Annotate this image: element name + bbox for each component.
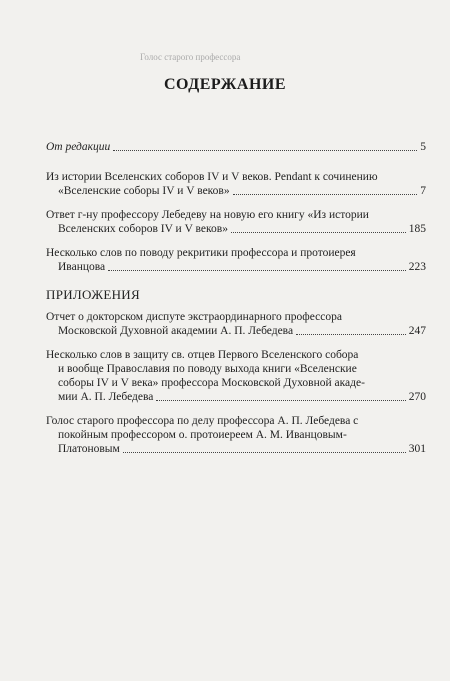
toc-entry-line: и вообще Православия по поводу выхода книги «Вселенские xyxy=(58,363,357,375)
toc-entry-line: Платоновым xyxy=(58,443,120,455)
toc-entry-line: Несколько слов по поводу рекритики профессора и протоиерея xyxy=(46,247,356,259)
toc-entry-line: мии А. П. Лебедева xyxy=(58,391,154,403)
running-header: Голос старого профессора xyxy=(140,52,241,62)
toc-entry-line: Ответ г-ну профессору Лебедеву на новую его книгу «Из истории xyxy=(46,209,369,221)
leader-dots xyxy=(156,400,405,401)
toc-entry-line: Московской Духовной академии А. П. Лебедева xyxy=(58,325,294,337)
toc-entry xyxy=(46,246,426,274)
toc-page-number: 223 xyxy=(408,261,426,273)
toc-entry-line: Несколько слов в защиту св. отцев Первого Вселенского собора xyxy=(46,349,359,361)
toc-entry-title: От редакции xyxy=(46,141,111,153)
toc-entry-line: «Вселенские соборы IV и V веков» xyxy=(58,185,230,197)
leader-dots xyxy=(113,150,417,151)
toc-page-number: 7 xyxy=(420,185,426,197)
toc-page-number: 270 xyxy=(408,391,426,403)
toc-entry xyxy=(46,140,426,154)
toc-entry-line: Голос старого профессора по делу профессора А. П. Лебедева с xyxy=(46,415,359,427)
toc-entry xyxy=(46,414,426,456)
leader-dots xyxy=(231,232,406,233)
table-of-contents xyxy=(46,140,426,466)
toc-page-number: 247 xyxy=(408,325,426,337)
toc-entry-line: Вселенских соборов IV и V веков» xyxy=(58,223,228,235)
page-title: СОДЕРЖАНИЕ xyxy=(163,76,287,93)
toc-entry xyxy=(46,208,426,236)
appendix-heading: ПРИЛОЖЕНИЯ xyxy=(46,287,140,302)
leader-dots xyxy=(296,334,406,335)
leader-dots xyxy=(123,452,406,453)
toc-page-number: 5 xyxy=(420,141,426,153)
toc-page-number: 301 xyxy=(408,443,426,455)
toc-entry-line: Отчет о докторском диспуте экстраординарного профессора xyxy=(46,311,342,323)
toc-entry xyxy=(46,170,426,198)
toc-entry xyxy=(46,310,426,338)
toc-page-number: 185 xyxy=(408,223,426,235)
toc-entry-line: Из истории Вселенских соборов IV и V веков. Pendant к сочинению xyxy=(46,171,378,183)
leader-dots xyxy=(233,194,418,195)
toc-entry xyxy=(46,348,426,404)
toc-entry-line: соборы IV и V века» профессора Московской Духовной акаде- xyxy=(58,377,365,389)
leader-dots xyxy=(108,270,406,271)
toc-entry-line: покойным профессором о. протоиереем А. М. Иванцовым- xyxy=(58,429,347,441)
toc-entry-line: Иванцова xyxy=(58,261,106,273)
